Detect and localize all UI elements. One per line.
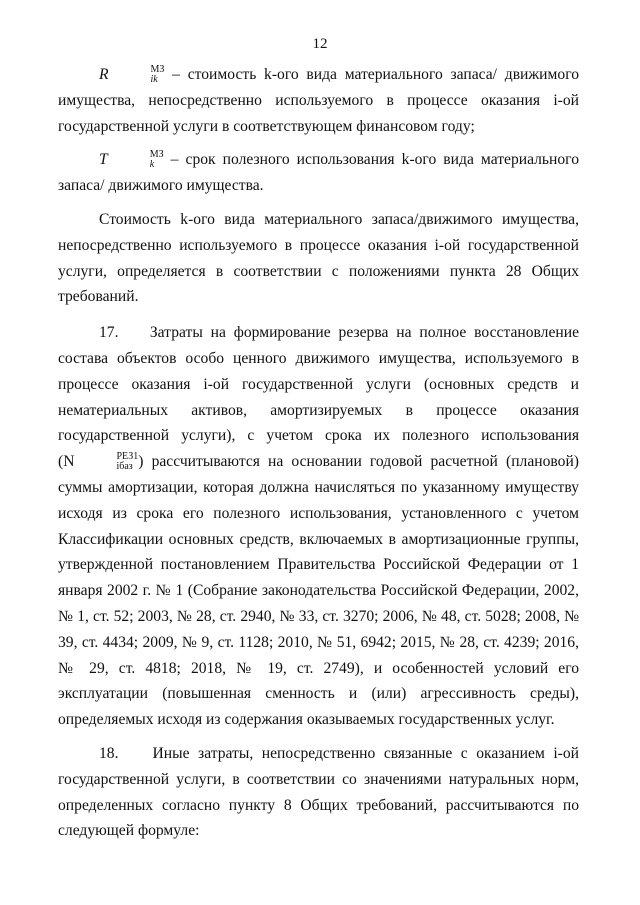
definition-r-mz — [58, 62, 579, 139]
definition-t-mz — [58, 147, 579, 199]
symbol-superscript: МЗ — [150, 64, 165, 75]
item-17-text-end: ) рассчитываются на основании годовой расчетной (плановой) суммы амортизации, которая должна начисляться по указанному имуществу исходя из срока его полезного использования, установленного с учетом Классификации основных средств, включаемых в амортизационные группы, утвержденной постановлением Правительства Российской Федерации от 1 января 2002 г. № 1 (Собрание законодательства Российской Федерации, 2002, № 1, ст. 52; 2003, № 28, ст. 2940, № 33, ст. 3270; 2006, № 48, ст. 5028; 2008, № 39, ст. 4434; 2009, № 9, ст. 1128; 2010, № 51, 6942; 2015, № 28, ст. 4239; 2016, № 29, ст. 4818; 2018, № 19, ст. 2749), и особенностей условий его эксплуатации (повышенная сменность и (или) агрессивность среды), определяемых исходя из содержания оказываемых государственных услуг. — [58, 453, 579, 729]
symbol-subscript: ik — [150, 74, 158, 85]
formula-symbol-t — [99, 149, 164, 171]
symbol-letter: R — [99, 66, 109, 83]
paragraph-cost-note: Стоимость k-ого вида материального запаса/движимого имущества, непосредственно используемого в процессе оказания i-ой государственной услуги, определяется в соответствии с положениями пункта 28 Общих требований. — [58, 210, 579, 306]
formula-symbol-r — [99, 66, 164, 83]
symbol-indices — [110, 65, 165, 85]
symbol-letter: N — [63, 453, 75, 471]
definition-text: – стоимость k-ого вида материального запаса/ движимого имущества, непосредственно используемого в процессе оказания i-ой государственной услуги в соответствующем финансовом году; — [58, 66, 579, 135]
formula-symbol-n — [63, 451, 139, 473]
document-body — [58, 62, 579, 854]
page-number: 12 — [312, 36, 328, 52]
symbol-subscript: iбаз — [116, 461, 133, 473]
symbol-subscript: k — [149, 159, 155, 171]
symbol-indices — [109, 150, 164, 170]
item-17-text-start: 17. Затраты на формирование резерва на полное восстановление состава объектов особо ценного движимого имущества, используемого в процессе оказания i-ой государственной услуги (основных средств и нематериальных активов, амортизируемых в процессе оказания государственной услуги), с учетом срока их полезного использования ( — [58, 324, 579, 471]
symbol-superscript: МЗ — [149, 149, 164, 161]
symbol-indices — [75, 452, 138, 472]
paragraph-item-18: 18. Иные затраты, непосредственно связанные с оказанием i-ой государственной услуги, в соответствии со значениями натуральных норм, определенных согласно пункту 8 Общих требований, рассчитываются по следующей формуле: — [58, 744, 579, 840]
paragraph-item-17 — [58, 320, 579, 733]
symbol-superscript: РЕЗ1 — [116, 451, 139, 463]
symbol-letter: T — [99, 151, 108, 169]
definition-text: – срок полезного использования k-ого вида материального запаса/ движимого имущества. — [58, 151, 579, 195]
